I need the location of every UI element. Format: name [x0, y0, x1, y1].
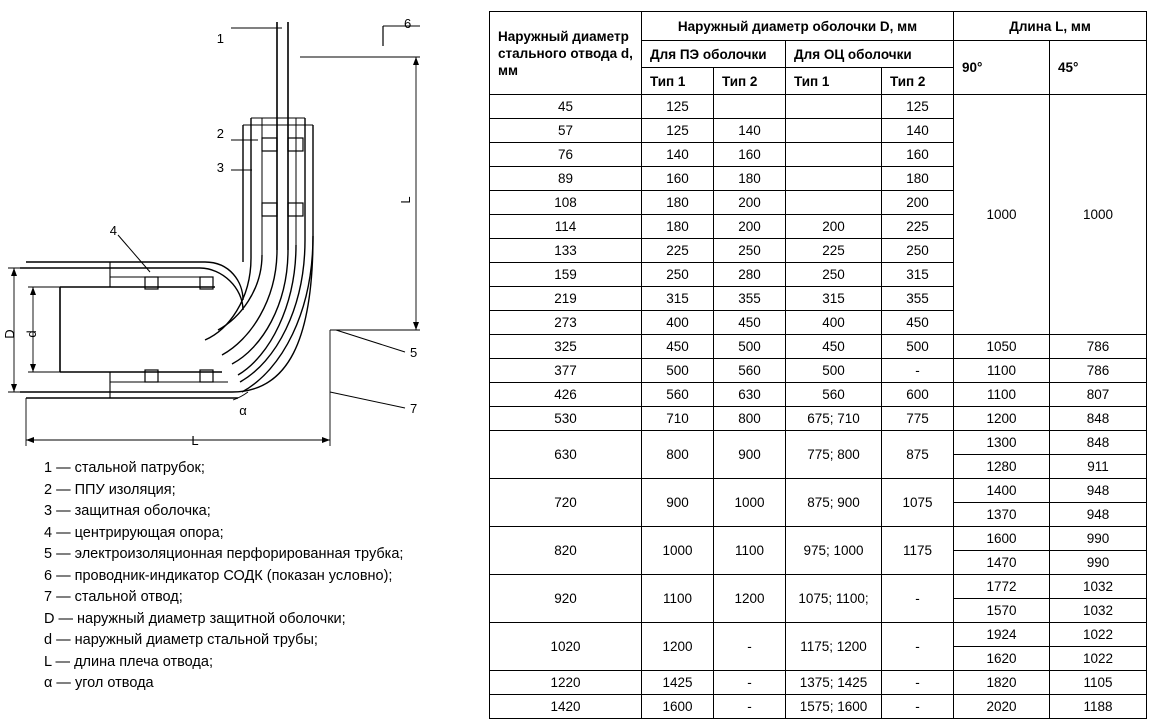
cell-pe1: 500	[642, 359, 714, 383]
cell-l45: 948	[1050, 479, 1147, 503]
cell-l90: 1924	[954, 623, 1050, 647]
cell-d: 89	[490, 167, 642, 191]
cell-pe1: 315	[642, 287, 714, 311]
legend-item: 7 — стальной отвод;	[44, 589, 183, 605]
dim-D: D	[2, 329, 17, 339]
cell-oc1: 450	[786, 335, 882, 359]
specification-table	[489, 11, 1147, 719]
cell-d: 159	[490, 263, 642, 287]
cell-oc1	[786, 143, 882, 167]
cell-oc2: 500	[882, 335, 954, 359]
cell-oc1: 975; 1000	[786, 527, 882, 575]
cell-oc1: 315	[786, 287, 882, 311]
legend-item: D — наружный диаметр защитной оболочки;	[44, 610, 346, 627]
cell-oc2: 315	[882, 263, 954, 287]
cell-l90: 1620	[954, 647, 1050, 671]
legend-item: 1 — стальной патрубок;	[44, 460, 205, 476]
dim-d: d	[24, 330, 39, 338]
cell-oc1: 1075; 1100;	[786, 575, 882, 623]
dim-L-vertical: L	[398, 196, 413, 204]
header-shell-diameter-group: Наружный диаметр оболочки D, мм	[642, 12, 954, 41]
table-row	[490, 431, 1147, 455]
cell-oc1: 400	[786, 311, 882, 335]
cell-pe2: 630	[714, 383, 786, 407]
cell-oc1: 200	[786, 215, 882, 239]
cell-oc2: -	[882, 623, 954, 671]
table-row	[490, 95, 1147, 119]
cell-oc2: 200	[882, 191, 954, 215]
cell-oc2: 875	[882, 431, 954, 479]
cell-oc1	[786, 167, 882, 191]
cell-l45: 848	[1050, 431, 1147, 455]
table-row	[490, 335, 1147, 359]
cell-oc1: 250	[786, 263, 882, 287]
header-angle-45: 45°	[1050, 41, 1147, 95]
cell-l90: 1772	[954, 575, 1050, 599]
cell-oc2: 225	[882, 215, 954, 239]
table-row	[490, 359, 1147, 383]
cell-oc2: 180	[882, 167, 954, 191]
cell-oc2: 1075	[882, 479, 954, 527]
callout-4: 4	[109, 223, 117, 238]
cell-d: 45	[490, 95, 642, 119]
cell-l45: 848	[1050, 407, 1147, 431]
cell-pe1: 160	[642, 167, 714, 191]
header-pe-shell: Для ПЭ оболочки	[642, 41, 786, 68]
cell-l45: 786	[1050, 359, 1147, 383]
cell-pe1: 250	[642, 263, 714, 287]
cell-pe2: 355	[714, 287, 786, 311]
cell-d: 426	[490, 383, 642, 407]
cell-l90: 1370	[954, 503, 1050, 527]
cell-pe2: 180	[714, 167, 786, 191]
cell-pe2: 280	[714, 263, 786, 287]
table-row	[490, 575, 1147, 599]
cell-pe2: 160	[714, 143, 786, 167]
table-row	[490, 623, 1147, 647]
cell-d: 630	[490, 431, 642, 479]
cell-l45: 911	[1050, 455, 1147, 479]
callout-1: 1	[216, 31, 224, 46]
cell-d: 114	[490, 215, 642, 239]
cell-oc1: 225	[786, 239, 882, 263]
elbow-technical-drawing	[0, 0, 480, 460]
table-body	[490, 95, 1147, 719]
cell-pe2	[714, 95, 786, 119]
cell-l90: 1200	[954, 407, 1050, 431]
cell-l45: 786	[1050, 335, 1147, 359]
callout-5: 5	[410, 345, 418, 360]
cell-l90: 1000	[954, 95, 1050, 335]
table-row	[490, 527, 1147, 551]
cell-l90: 1280	[954, 455, 1050, 479]
cell-oc2: -	[882, 695, 954, 719]
cell-l45: 1000	[1050, 95, 1147, 335]
cell-d: 1020	[490, 623, 642, 671]
cell-oc1: 1175; 1200	[786, 623, 882, 671]
dim-alpha: α	[239, 403, 247, 418]
cell-pe2: 900	[714, 431, 786, 479]
cell-pe2: 140	[714, 119, 786, 143]
cell-oc1: 775; 800	[786, 431, 882, 479]
cell-oc2: 600	[882, 383, 954, 407]
legend-item: 6 — проводник-индикатор СОДК (показан условно);	[44, 567, 393, 584]
cell-pe2: 800	[714, 407, 786, 431]
table-row	[490, 407, 1147, 431]
cell-pe2: 1200	[714, 575, 786, 623]
cell-pe1: 1425	[642, 671, 714, 695]
header-pe-type-1: Тип 1	[642, 68, 714, 95]
legend-item: 4 — центрирующая опора;	[44, 524, 224, 541]
cell-oc1: 675; 710	[786, 407, 882, 431]
header-length-group: Длина L, мм	[954, 12, 1147, 41]
cell-d: 1420	[490, 695, 642, 719]
cell-pe1: 1600	[642, 695, 714, 719]
cell-l45: 1032	[1050, 599, 1147, 623]
cell-pe1: 140	[642, 143, 714, 167]
header-oc-type-1: Тип 1	[786, 68, 882, 95]
cell-l90: 1820	[954, 671, 1050, 695]
cell-oc2: 1175	[882, 527, 954, 575]
cell-oc2: 450	[882, 311, 954, 335]
callout-7: 7	[410, 401, 418, 416]
legend-item: α — угол отвода	[44, 675, 154, 691]
legend-item: L — длина плеча отвода;	[44, 653, 213, 670]
cell-oc2: 775	[882, 407, 954, 431]
legend-item: 5 — электроизоляционная перфорированная трубка;	[44, 546, 404, 562]
cell-oc1: 1575; 1600	[786, 695, 882, 719]
cell-pe2: 560	[714, 359, 786, 383]
cell-l90: 1570	[954, 599, 1050, 623]
cell-oc1	[786, 191, 882, 215]
cell-pe2: -	[714, 695, 786, 719]
cell-pe1: 125	[642, 119, 714, 143]
specification-table-wrapper	[489, 11, 1149, 719]
cell-l45: 948	[1050, 503, 1147, 527]
cell-d: 820	[490, 527, 642, 575]
cell-pe2: -	[714, 671, 786, 695]
cell-l45: 990	[1050, 551, 1147, 575]
cell-pe1: 710	[642, 407, 714, 431]
cell-pe2: 1000	[714, 479, 786, 527]
cell-l90: 1100	[954, 383, 1050, 407]
legend-item: 2 — ППУ изоляция;	[44, 481, 176, 498]
table-row	[490, 383, 1147, 407]
callout-2: 2	[216, 126, 224, 141]
cell-d: 76	[490, 143, 642, 167]
cell-d: 133	[490, 239, 642, 263]
cell-oc1: 875; 900	[786, 479, 882, 527]
cell-d: 530	[490, 407, 642, 431]
cell-pe1: 400	[642, 311, 714, 335]
cell-d: 720	[490, 479, 642, 527]
cell-pe2: 500	[714, 335, 786, 359]
cell-pe1: 450	[642, 335, 714, 359]
header-pe-type-2: Тип 2	[714, 68, 786, 95]
cell-pe2: 250	[714, 239, 786, 263]
cell-oc1: 500	[786, 359, 882, 383]
cell-oc2: -	[882, 575, 954, 623]
cell-oc2: 125	[882, 95, 954, 119]
cell-d: 1220	[490, 671, 642, 695]
cell-oc1: 560	[786, 383, 882, 407]
legend-item: d — наружный диаметр стальной трубы;	[44, 632, 318, 648]
cell-l45: 1022	[1050, 623, 1147, 647]
cell-pe1: 180	[642, 191, 714, 215]
cell-d: 920	[490, 575, 642, 623]
table-row	[490, 671, 1147, 695]
cell-oc1	[786, 95, 882, 119]
cell-d: 325	[490, 335, 642, 359]
cell-l45: 1188	[1050, 695, 1147, 719]
header-angle-90: 90°	[954, 41, 1050, 95]
cell-pe1: 180	[642, 215, 714, 239]
callout-6: 6	[404, 16, 412, 31]
cell-d: 273	[490, 311, 642, 335]
cell-l45: 1022	[1050, 647, 1147, 671]
cell-oc2: 250	[882, 239, 954, 263]
legend-item: 3 — защитная оболочка;	[44, 503, 211, 519]
cell-pe2: 200	[714, 191, 786, 215]
table-header	[490, 12, 1147, 95]
header-oc-shell: Для ОЦ оболочки	[786, 41, 954, 68]
header-oc-type-2: Тип 2	[882, 68, 954, 95]
cell-pe1: 560	[642, 383, 714, 407]
cell-l90: 1300	[954, 431, 1050, 455]
cell-oc2: -	[882, 359, 954, 383]
cell-pe1: 1000	[642, 527, 714, 575]
cell-l45: 1032	[1050, 575, 1147, 599]
table-row	[490, 695, 1147, 719]
cell-l90: 2020	[954, 695, 1050, 719]
header-outer-diameter-steel: Наружный диаметр стального отвода d, мм	[490, 12, 642, 95]
elbow-drawing-panel	[0, 0, 480, 718]
cell-oc2: 140	[882, 119, 954, 143]
cell-pe2: 450	[714, 311, 786, 335]
cell-pe1: 900	[642, 479, 714, 527]
cell-oc1	[786, 119, 882, 143]
cell-pe2: 1100	[714, 527, 786, 575]
cell-d: 108	[490, 191, 642, 215]
cell-d: 57	[490, 119, 642, 143]
cell-d: 219	[490, 287, 642, 311]
cell-l90: 1100	[954, 359, 1050, 383]
cell-l90: 1400	[954, 479, 1050, 503]
cell-l90: 1470	[954, 551, 1050, 575]
cell-pe1: 1200	[642, 623, 714, 671]
cell-pe1: 225	[642, 239, 714, 263]
cell-l45: 990	[1050, 527, 1147, 551]
cell-pe1: 1100	[642, 575, 714, 623]
cell-d: 377	[490, 359, 642, 383]
cell-l45: 1105	[1050, 671, 1147, 695]
cell-l90: 1600	[954, 527, 1050, 551]
cell-pe2: -	[714, 623, 786, 671]
cell-pe1: 800	[642, 431, 714, 479]
cell-oc2: 160	[882, 143, 954, 167]
cell-l90: 1050	[954, 335, 1050, 359]
cell-oc1: 1375; 1425	[786, 671, 882, 695]
dim-L-horizontal: L	[191, 433, 199, 448]
legend-list	[44, 458, 474, 695]
cell-l45: 807	[1050, 383, 1147, 407]
cell-pe1: 125	[642, 95, 714, 119]
callout-3: 3	[216, 160, 224, 175]
cell-oc2: 355	[882, 287, 954, 311]
table-row	[490, 479, 1147, 503]
cell-oc2: -	[882, 671, 954, 695]
cell-pe2: 200	[714, 215, 786, 239]
